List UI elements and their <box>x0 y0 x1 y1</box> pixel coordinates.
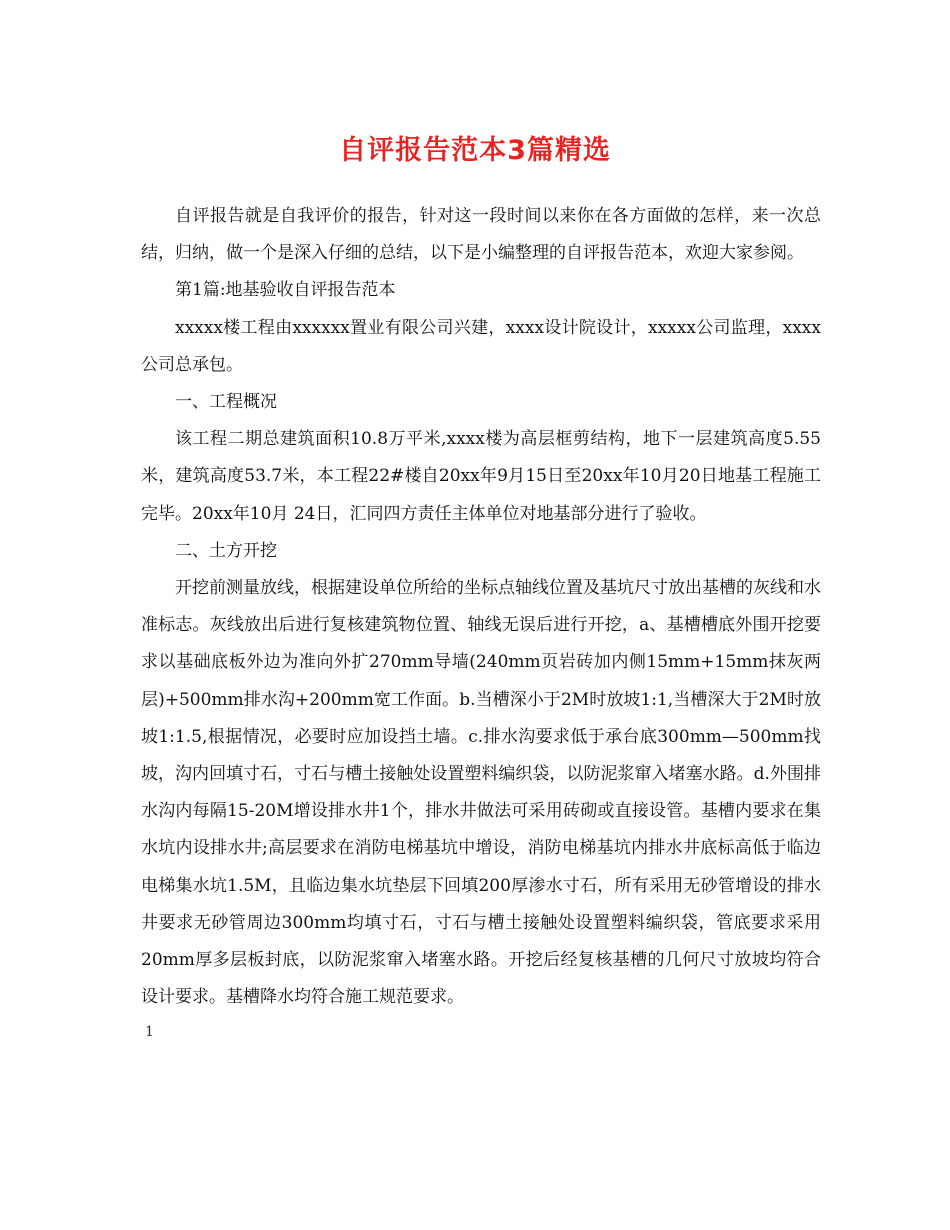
section-heading-part1: 第1篇:地基验收自评报告范本 <box>175 280 396 301</box>
project-parties-paragraph: xxxxx楼工程由xxxxxx置业有限公司兴建，xxxx设计院设计，xxxxx公司监理，xxxx公司总承包。 <box>141 317 821 375</box>
project-overview-paragraph: 该工程二期总建筑面积10.8万平米,xxxx楼为高层框剪结构，地下一层建筑高度5.55米，建筑高度53.7米，本工程22#楼自20xx年9月15日至20xx年10月20日地基工程施工完毕。20xx年10月 24日，汇同四方责任主体单位对地基部分进行了验收。 <box>141 429 821 524</box>
intro-paragraph: 自评报告就是自我评价的报告，针对这一段时间以来你在各方面做的怎样，来一次总结，归纳，做一个是深入仔细的总结，以下是小编整理的自评报告范本，欢迎大家参阅。 <box>141 206 821 264</box>
document-body <box>141 198 821 1016</box>
document-title: 自评报告范本3篇精选 <box>339 135 611 166</box>
heading-project-overview: 一、工程概况 <box>175 392 277 413</box>
excavation-paragraph: 开挖前测量放线，根据建设单位所给的坐标点轴线位置及基坑尺寸放出基槽的灰线和水准标志。灰线放出后进行复核建筑物位置、轴线无误后进行开挖，a、基槽槽底外围开挖要求以基础底板外边为准向外扩270mm导墙(240mm页岩砖加内侧15mm+15mm抹灰两层)+500mm排水沟+200mm宽工作面。b.当槽深小于2M时放坡1:1,当槽深大于2M时放坡1:1.5,根据情况，必要时应加设挡土墙。c.排水沟要求低于承台底300mm—500mm找坡，沟内回填寸石，寸石与槽土接触处设置塑料编织袋，以防泥浆窜入堵塞水路。d.外围排水沟内每隔15-20M增设排水井1个，排水井做法可采用砖砌或直接设管。基槽内要求在集水坑内设排水井;高层要求在消防电梯基坑中增设，消防电梯基坑内排水井底标高低于临边电梯集水坑1.5M，且临边集水坑垫层下回填200厚渗水寸石，所有采用无砂管增设的排水井要求无砂管周边300mm均填寸石，寸石与槽土接触处设置塑料编织袋，管底要求采用20mm厚多层板封底，以防泥浆窜入堵塞水路。开挖后经复核基槽的几何尺寸放坡均符合设计要求。基槽降水均符合施工规范要求。 <box>141 578 821 1008</box>
page-number: 1 <box>145 1024 154 1040</box>
heading-earth-excavation: 二、土方开挖 <box>175 540 277 561</box>
